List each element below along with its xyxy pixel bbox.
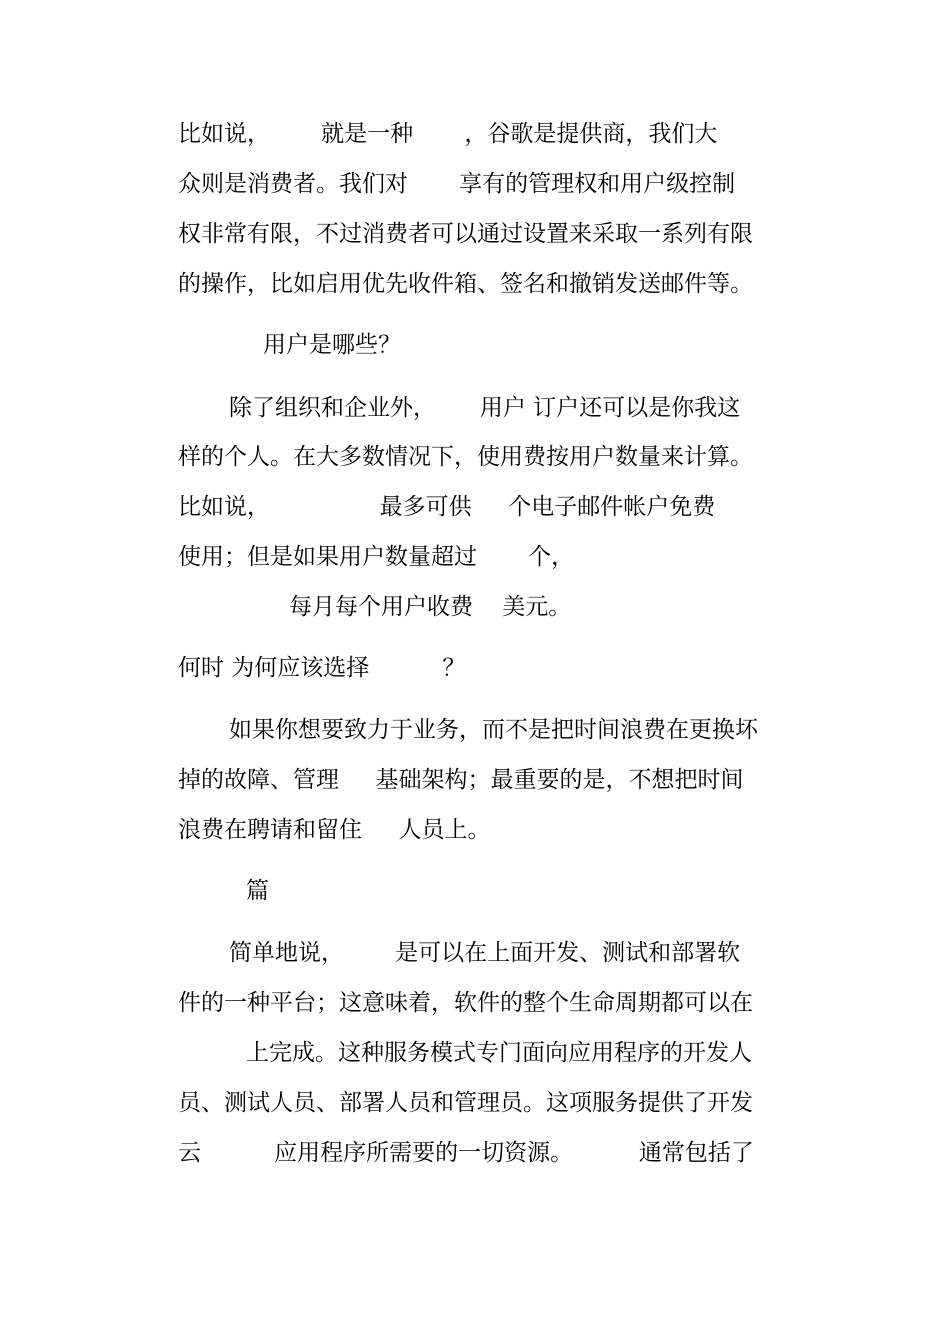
paragraph-line: 件的一种平台；这意味着，软件的整个生命周期都可以在	[178, 990, 753, 1016]
paragraph-line: 云 应用程序所需要的一切资源。 通常包括了	[178, 1140, 754, 1166]
paragraph-line: 简单地说， 是可以在上面开发、测试和部署软	[229, 940, 741, 966]
paragraph-line: 比如说， 就是一种 ，谷歌是提供商，我们大	[178, 121, 718, 147]
paragraph-line: 的操作，比如启用优先收件箱、签名和撤销发送邮件等。	[178, 271, 753, 297]
section-heading: 何时 为何应该选择 ？	[178, 655, 466, 681]
paragraph-line: 样的个人。在大多数情况下，使用费按用户数量来计算。	[178, 444, 753, 470]
paragraph-line: 使用；但是如果用户数量超过 个，	[178, 544, 575, 570]
paragraph-line: 上完成。这种服务模式专门面向应用程序的开发人	[246, 1040, 752, 1066]
paragraph-line: 掉的故障、管理 基础架构；最重要的是，不想把时间	[178, 767, 744, 793]
paragraph-line: 浪费在聘请和留住 人员上。	[178, 817, 491, 843]
section-heading: 用户是哪些？	[263, 332, 401, 358]
paragraph-line: 众则是消费者。我们对 享有的管理权和用户级控制	[178, 171, 736, 197]
paragraph-line: 权非常有限，不过消费者可以通过设置来采取一系列有限	[178, 221, 753, 247]
paragraph-line: 员、测试人员、部署人员和管理员。这项服务提供了开发	[178, 1090, 753, 1116]
paragraph-line: 如果你想要致力于业务，而不是把时间浪费在更换坏	[229, 717, 758, 743]
paragraph-line: 每月每个用户收费 美元。	[289, 594, 572, 620]
paragraph-line: 比如说， 最多可供 个电子邮件帐户免费	[178, 494, 716, 520]
paragraph-line: 除了组织和企业外， 用户 订户还可以是你我这	[229, 395, 741, 421]
section-heading: 篇	[246, 878, 269, 904]
